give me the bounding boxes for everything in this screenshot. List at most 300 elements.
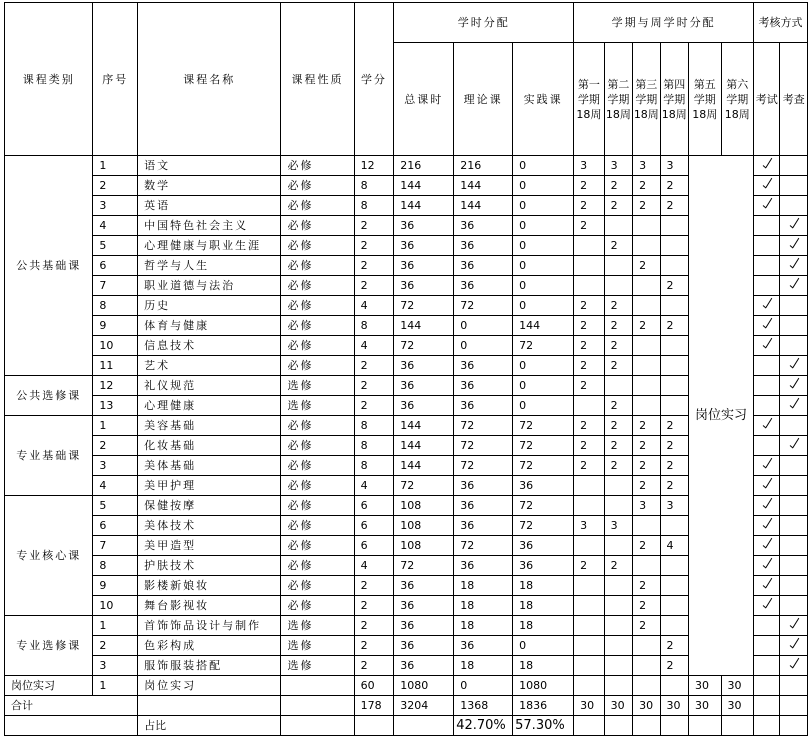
practice-cell: 0 xyxy=(513,176,574,196)
check-cell xyxy=(780,496,808,516)
checkmark-icon xyxy=(790,218,798,230)
nature-cell: 必修 xyxy=(281,516,354,536)
credit-cell: 2 xyxy=(354,216,394,236)
term-hours-cell: 2 xyxy=(660,316,688,336)
header-term-4 xyxy=(660,43,688,156)
check-cell xyxy=(780,476,808,496)
term-hours-cell: 2 xyxy=(633,256,660,276)
credit-cell: 2 xyxy=(354,636,394,656)
ratio-empty-cell xyxy=(780,716,808,736)
total-hours-cell: 36 xyxy=(394,396,454,416)
term-hours-cell xyxy=(574,256,604,276)
term-hours-cell xyxy=(604,276,632,296)
header-term-2 xyxy=(604,43,632,156)
nature-cell: 必修 xyxy=(281,476,354,496)
checkmark-icon xyxy=(763,318,771,330)
check-cell xyxy=(780,676,808,696)
header-assess-group xyxy=(754,3,808,43)
course-plan-table xyxy=(4,2,808,736)
header-term-1 xyxy=(574,43,604,156)
term-hours-cell: 2 xyxy=(604,176,632,196)
seq-cell: 4 xyxy=(93,216,138,236)
exam-cell xyxy=(754,496,780,516)
credit-cell: 2 xyxy=(354,656,394,676)
term-hours-cell: 3 xyxy=(633,496,660,516)
internship-theory-cell: 0 xyxy=(454,676,513,696)
term-hours-cell: 2 xyxy=(660,456,688,476)
credit-cell: 4 xyxy=(354,476,394,496)
term-hours-cell xyxy=(660,376,688,396)
term-hours-cell: 2 xyxy=(660,656,688,676)
theory-cell: 144 xyxy=(454,176,513,196)
header-term-6 xyxy=(721,43,754,156)
credit-cell: 2 xyxy=(354,576,394,596)
term-hours-cell: 3 xyxy=(574,516,604,536)
seq-cell: 6 xyxy=(93,516,138,536)
course-name-cell: 化妆基础 xyxy=(138,436,281,456)
term-hours-cell xyxy=(604,476,632,496)
theory-cell: 0 xyxy=(454,336,513,356)
term-hours-cell: 2 xyxy=(604,296,632,316)
term-hours-cell: 4 xyxy=(660,536,688,556)
term-hours-cell: 2 xyxy=(633,476,660,496)
header-exam-text: 考试 xyxy=(755,92,778,106)
practice-cell: 0 xyxy=(513,216,574,236)
exam-cell xyxy=(754,316,780,336)
credit-cell: 2 xyxy=(354,276,394,296)
credit-cell: 8 xyxy=(354,196,394,216)
total-hours-cell: 72 xyxy=(394,336,454,356)
total-hours-cell: 36 xyxy=(394,376,454,396)
ratio-empty-cell xyxy=(754,716,780,736)
credit-cell: 2 xyxy=(354,596,394,616)
internship-practice-cell: 1080 xyxy=(513,676,574,696)
course-name-cell: 护肤技术 xyxy=(138,556,281,576)
theory-cell: 36 xyxy=(454,356,513,376)
table-row xyxy=(5,536,808,556)
course-name-cell: 心理健康与职业生涯 xyxy=(138,236,281,256)
checkmark-icon xyxy=(790,438,798,450)
check-cell xyxy=(780,196,808,216)
theory-cell: 36 xyxy=(454,256,513,276)
table-row xyxy=(5,396,808,416)
term-hours-cell xyxy=(574,396,604,416)
header-term-group: 学期与周学时分配 xyxy=(574,3,754,43)
seq-cell: 10 xyxy=(93,336,138,356)
check-cell xyxy=(780,376,808,396)
total-hours-cell: 36 xyxy=(394,256,454,276)
nature-cell: 必修 xyxy=(281,276,354,296)
nature-cell: 必修 xyxy=(281,436,354,456)
internship-credit-cell: 60 xyxy=(354,676,394,696)
exam-cell xyxy=(754,596,780,616)
total-hours-cell: 36 xyxy=(394,616,454,636)
term-hours-cell: 2 xyxy=(574,196,604,216)
internship-total-cell: 1080 xyxy=(394,676,454,696)
term-hours-cell xyxy=(604,576,632,596)
course-name-cell: 体育与健康 xyxy=(138,316,281,336)
nature-cell: 必修 xyxy=(281,256,354,276)
exam-cell xyxy=(754,696,780,716)
exam-cell xyxy=(754,516,780,536)
category-cell: 公共基础课 xyxy=(5,156,93,376)
practice-cell: 72 xyxy=(513,456,574,476)
exam-cell xyxy=(754,456,780,476)
check-cell xyxy=(780,656,808,676)
seq-cell: 10 xyxy=(93,596,138,616)
term-hours-cell xyxy=(604,656,632,676)
term-hours-cell: 2 xyxy=(660,276,688,296)
term-hours-cell xyxy=(660,356,688,376)
seq-cell: 2 xyxy=(93,636,138,656)
practice-cell: 18 xyxy=(513,596,574,616)
check-cell xyxy=(780,536,808,556)
credit-cell: 2 xyxy=(354,236,394,256)
term-hours-cell: 2 xyxy=(660,636,688,656)
exam-cell xyxy=(754,216,780,236)
term-hours-cell xyxy=(633,516,660,536)
table-row xyxy=(5,596,808,616)
nature-cell: 必修 xyxy=(281,456,354,476)
practice-cell: 0 xyxy=(513,236,574,256)
term-hours-cell xyxy=(633,656,660,676)
credit-cell: 2 xyxy=(354,356,394,376)
course-name-cell: 影楼新娘妆 xyxy=(138,576,281,596)
checkmark-icon xyxy=(763,598,771,610)
course-name-cell: 美体基础 xyxy=(138,456,281,476)
term-hours-cell xyxy=(633,556,660,576)
course-name-cell: 礼仪规范 xyxy=(138,376,281,396)
credit-cell: 8 xyxy=(354,316,394,336)
term-hours-cell xyxy=(604,496,632,516)
term-hours-cell xyxy=(574,536,604,556)
total-hours-cell: 36 xyxy=(394,656,454,676)
nature-cell: 必修 xyxy=(281,216,354,236)
term-hours-cell: 2 xyxy=(604,436,632,456)
term-hours-cell xyxy=(574,616,604,636)
internship-seq-cell: 1 xyxy=(93,676,138,696)
total-row xyxy=(5,696,808,716)
table-row xyxy=(5,196,808,216)
term-hours-cell: 2 xyxy=(604,396,632,416)
course-name-cell: 信息技术 xyxy=(138,336,281,356)
term-hours-cell: 3 xyxy=(660,156,688,176)
check-cell xyxy=(780,516,808,536)
term-hours-cell: 2 xyxy=(574,356,604,376)
exam-cell xyxy=(754,536,780,556)
term-hours-cell: 3 xyxy=(574,156,604,176)
total-hours-cell: 3204 xyxy=(394,696,454,716)
seq-cell: 5 xyxy=(93,496,138,516)
theory-cell: 18 xyxy=(454,616,513,636)
seq-cell: 12 xyxy=(93,376,138,396)
course-name-cell: 美甲护理 xyxy=(138,476,281,496)
term-hours-cell: 2 xyxy=(604,456,632,476)
term-hours-cell: 2 xyxy=(604,316,632,336)
term-hours-cell: 2 xyxy=(604,556,632,576)
header-category: 课程类别 xyxy=(5,3,93,156)
term-hours-cell xyxy=(633,216,660,236)
term-hours-cell xyxy=(633,676,660,696)
practice-cell: 0 xyxy=(513,296,574,316)
nature-cell: 必修 xyxy=(281,336,354,356)
seq-cell: 3 xyxy=(93,456,138,476)
term-hours-cell: 2 xyxy=(574,456,604,476)
total-name-cell xyxy=(138,696,281,716)
practice-cell: 0 xyxy=(513,376,574,396)
credit-cell: 12 xyxy=(354,156,394,176)
total-hours-cell: 36 xyxy=(394,636,454,656)
term-hours-cell: 2 xyxy=(604,416,632,436)
nature-cell: 选修 xyxy=(281,616,354,636)
practice-cell: 18 xyxy=(513,616,574,636)
total-hours-cell: 36 xyxy=(394,596,454,616)
checkmark-icon xyxy=(763,198,771,210)
exam-cell xyxy=(754,156,780,176)
nature-cell: 必修 xyxy=(281,576,354,596)
check-cell xyxy=(780,236,808,256)
term-hours-cell xyxy=(604,636,632,656)
practice-cell: 0 xyxy=(513,396,574,416)
nature-cell: 选修 xyxy=(281,376,354,396)
theory-cell: 18 xyxy=(454,576,513,596)
total-hours-cell: 216 xyxy=(394,156,454,176)
term-hours-cell: 2 xyxy=(633,456,660,476)
header-practice: 实践课 xyxy=(513,43,574,156)
term-hours-cell: 2 xyxy=(574,176,604,196)
internship-merged-cell: 岗位实习 xyxy=(688,156,753,676)
table-row xyxy=(5,376,808,396)
exam-cell xyxy=(754,336,780,356)
table-row xyxy=(5,336,808,356)
total-hours-cell: 144 xyxy=(394,456,454,476)
check-cell xyxy=(780,296,808,316)
course-name-cell: 色彩构成 xyxy=(138,636,281,656)
theory-cell: 72 xyxy=(454,416,513,436)
practice-cell: 36 xyxy=(513,556,574,576)
term-hours-cell xyxy=(660,396,688,416)
total-theory-cell: 1368 xyxy=(454,696,513,716)
total-term-cell: 30 xyxy=(688,696,721,716)
seq-cell: 9 xyxy=(93,576,138,596)
term-hours-cell xyxy=(633,376,660,396)
ratio-empty-cell xyxy=(721,716,754,736)
ratio-empty-cell xyxy=(281,716,354,736)
practice-cell: 0 xyxy=(513,156,574,176)
seq-cell: 2 xyxy=(93,176,138,196)
term-hours-cell xyxy=(660,256,688,276)
credit-cell: 2 xyxy=(354,616,394,636)
table-row xyxy=(5,216,808,236)
seq-cell: 7 xyxy=(93,276,138,296)
term-hours-cell: 2 xyxy=(574,376,604,396)
theory-cell: 36 xyxy=(454,636,513,656)
ratio-empty-cell xyxy=(604,716,632,736)
exam-cell xyxy=(754,356,780,376)
seq-cell: 1 xyxy=(93,616,138,636)
total-hours-cell: 144 xyxy=(394,416,454,436)
practice-cell: 0 xyxy=(513,636,574,656)
term-hours-cell: 3 xyxy=(660,496,688,516)
header-theory: 理论课 xyxy=(454,43,513,156)
course-name-cell: 美容基础 xyxy=(138,416,281,436)
practice-cell: 0 xyxy=(513,276,574,296)
header-assess-text: 考核方式 xyxy=(758,16,803,29)
total-hours-cell: 144 xyxy=(394,196,454,216)
header-credit: 学分 xyxy=(354,3,394,156)
checkmark-icon xyxy=(763,538,771,550)
ratio-label-cell: 占比 xyxy=(138,716,281,736)
header-name: 课程名称 xyxy=(138,3,281,156)
total-hours-cell: 36 xyxy=(394,276,454,296)
theory-cell: 36 xyxy=(454,396,513,416)
nature-cell: 必修 xyxy=(281,416,354,436)
term-hours-cell xyxy=(633,236,660,256)
term-hours-cell: 2 xyxy=(660,476,688,496)
practice-cell: 72 xyxy=(513,336,574,356)
theory-cell: 18 xyxy=(454,656,513,676)
term-hours-cell: 2 xyxy=(574,296,604,316)
course-name-cell: 哲学与人生 xyxy=(138,256,281,276)
ratio-empty-cell xyxy=(354,716,394,736)
exam-cell xyxy=(754,176,780,196)
nature-cell: 必修 xyxy=(281,176,354,196)
total-credit-cell: 178 xyxy=(354,696,394,716)
term-hours-cell: 2 xyxy=(574,416,604,436)
term-hours-cell xyxy=(633,356,660,376)
term-hours-cell: 2 xyxy=(633,176,660,196)
term-hours-cell: 2 xyxy=(574,316,604,336)
checkmark-icon xyxy=(790,278,798,290)
check-cell xyxy=(780,416,808,436)
term-hours-cell xyxy=(660,576,688,596)
term-hours-cell xyxy=(574,656,604,676)
theory-cell: 72 xyxy=(454,456,513,476)
seq-cell: 13 xyxy=(93,396,138,416)
table-row xyxy=(5,236,808,256)
check-cell xyxy=(780,216,808,236)
total-label-cell: 合计 xyxy=(5,696,138,716)
nature-cell: 必修 xyxy=(281,556,354,576)
term-hours-cell: 2 xyxy=(604,356,632,376)
credit-cell: 2 xyxy=(354,396,394,416)
category-cell: 专业选修课 xyxy=(5,616,93,676)
total-term-cell: 30 xyxy=(660,696,688,716)
term-hours-cell: 2 xyxy=(604,236,632,256)
category-cell: 专业核心课 xyxy=(5,496,93,616)
term-hours-cell: 2 xyxy=(633,416,660,436)
total-hours-cell: 144 xyxy=(394,176,454,196)
table-row xyxy=(5,496,808,516)
course-name-cell: 服饰服装搭配 xyxy=(138,656,281,676)
seq-cell: 8 xyxy=(93,556,138,576)
nature-cell: 必修 xyxy=(281,236,354,256)
exam-cell xyxy=(754,236,780,256)
checkmark-icon xyxy=(790,358,798,370)
nature-cell: 必修 xyxy=(281,156,354,176)
seq-cell: 5 xyxy=(93,236,138,256)
nature-cell: 必修 xyxy=(281,296,354,316)
credit-cell: 4 xyxy=(354,336,394,356)
total-term-cell: 30 xyxy=(633,696,660,716)
checkmark-icon xyxy=(790,378,798,390)
total-hours-cell: 72 xyxy=(394,296,454,316)
exam-cell xyxy=(754,436,780,456)
table-row xyxy=(5,576,808,596)
seq-cell: 3 xyxy=(93,196,138,216)
header-term-text: 第二学期18周 xyxy=(605,77,631,121)
credit-cell: 4 xyxy=(354,296,394,316)
checkmark-icon xyxy=(790,398,798,410)
term-hours-cell xyxy=(633,296,660,316)
nature-cell: 必修 xyxy=(281,496,354,516)
seq-cell: 3 xyxy=(93,656,138,676)
theory-cell: 36 xyxy=(454,376,513,396)
exam-cell xyxy=(754,196,780,216)
check-cell xyxy=(780,276,808,296)
header-seq: 序号 xyxy=(93,3,138,156)
checkmark-icon xyxy=(763,158,771,170)
header-hours-group: 学时分配 xyxy=(394,3,574,43)
term-hours-cell xyxy=(660,556,688,576)
checkmark-icon xyxy=(763,178,771,190)
checkmark-icon xyxy=(790,238,798,250)
category-cell: 公共选修课 xyxy=(5,376,93,416)
total-term-cell: 30 xyxy=(604,696,632,716)
seq-cell: 1 xyxy=(93,156,138,176)
ratio-empty-cell xyxy=(574,716,604,736)
term-hours-cell: 3 xyxy=(633,156,660,176)
seq-cell: 8 xyxy=(93,296,138,316)
check-cell xyxy=(780,176,808,196)
table-row xyxy=(5,476,808,496)
header-term-3 xyxy=(633,43,660,156)
term-hours-cell: 2 xyxy=(633,536,660,556)
practice-cell: 72 xyxy=(513,516,574,536)
ratio-empty-cell xyxy=(394,716,454,736)
credit-cell: 8 xyxy=(354,416,394,436)
ratio-empty-cell xyxy=(660,716,688,736)
total-hours-cell: 36 xyxy=(394,236,454,256)
table-row xyxy=(5,256,808,276)
check-cell xyxy=(780,436,808,456)
credit-cell: 4 xyxy=(354,556,394,576)
table-row xyxy=(5,636,808,656)
nature-cell: 必修 xyxy=(281,316,354,336)
total-hours-cell: 36 xyxy=(394,576,454,596)
course-name-cell: 数学 xyxy=(138,176,281,196)
header-term-text: 第五学期18周 xyxy=(692,77,718,121)
term-hours-cell xyxy=(633,276,660,296)
table-row xyxy=(5,316,808,336)
term-hours-cell xyxy=(660,676,688,696)
theory-cell: 216 xyxy=(454,156,513,176)
nature-cell: 必修 xyxy=(281,536,354,556)
term-hours-cell: 2 xyxy=(574,216,604,236)
exam-cell xyxy=(754,416,780,436)
checkmark-icon xyxy=(790,258,798,270)
term-hours-cell xyxy=(660,616,688,636)
check-cell xyxy=(780,156,808,176)
term-hours-cell xyxy=(574,476,604,496)
exam-cell xyxy=(754,376,780,396)
course-name-cell: 首饰饰品设计与制作 xyxy=(138,616,281,636)
total-hours-cell: 144 xyxy=(394,316,454,336)
theory-cell: 36 xyxy=(454,476,513,496)
term-hours-cell: 2 xyxy=(633,436,660,456)
term-hours-cell xyxy=(574,276,604,296)
check-cell xyxy=(780,596,808,616)
